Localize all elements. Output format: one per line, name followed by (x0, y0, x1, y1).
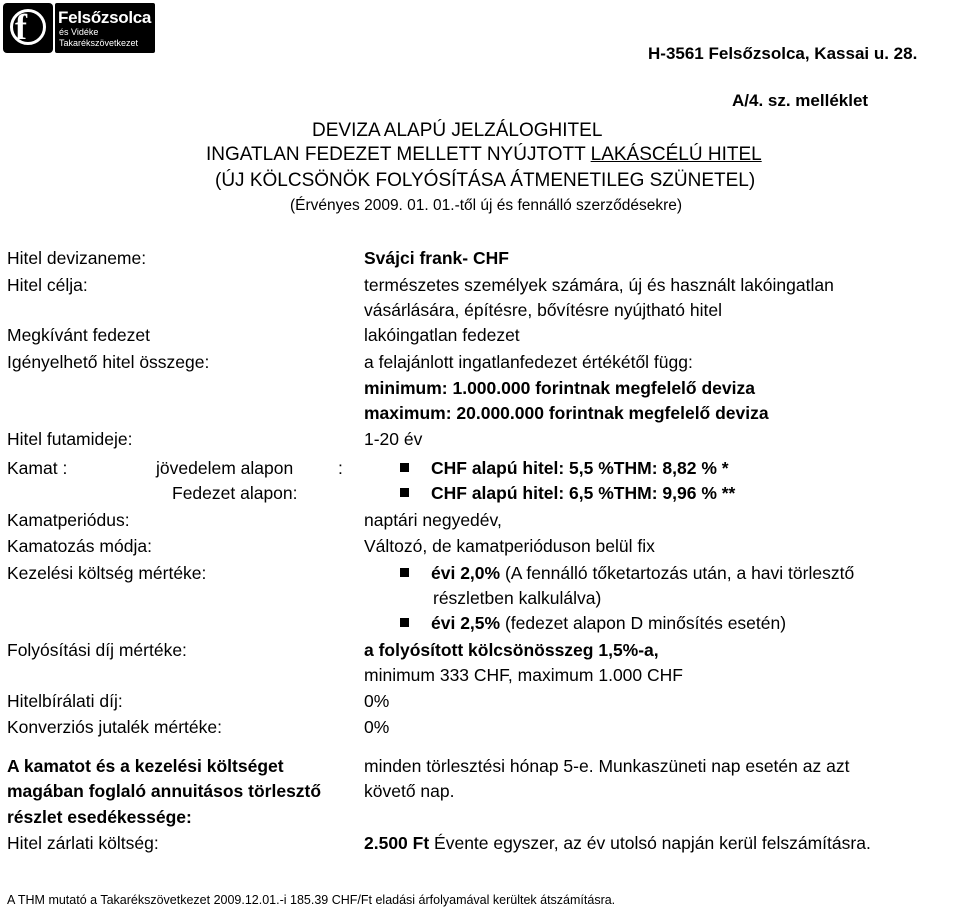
cel-label: Hitel célja: (7, 275, 88, 295)
bullet-icon (400, 568, 409, 577)
esedekesseg-label3: részlet esedékessége: (7, 807, 192, 827)
esedekesseg-label2: magában foglaló annuitásos törlesztő (7, 781, 322, 801)
bullet-icon (400, 463, 409, 472)
appendix-label: A/4. sz. melléklet (732, 91, 869, 110)
kamat-label: Kamat : (7, 458, 68, 478)
osszeg-max: maximum: 20.000.000 forintnak megfelelő deviza (364, 403, 769, 423)
cel-value1: természetes személyek számára, új és használt lakóingatlan (364, 275, 834, 295)
devizanem-value: Svájci frank- CHF (364, 248, 509, 268)
fedezet-label: Megkívánt fedezet (7, 325, 150, 345)
bullet-icon (400, 618, 409, 627)
kezelesi-value1 (400, 561, 854, 585)
esedekesseg-label1: A kamatot és a kezelési költséget (7, 756, 284, 776)
osszeg-min: minimum: 1.000.000 forintnak megfelelő deviza (364, 378, 755, 398)
kamat-colon: : (338, 458, 343, 478)
kamatozas-value: Változó, de kamatperióduson belül fix (364, 536, 655, 556)
zarlati-value-bold: 2.500 Ft (364, 833, 430, 853)
zarlati-value (364, 831, 871, 855)
logo-sub2: Takarékszövetkezet (59, 38, 139, 48)
bank-logo (3, 3, 155, 53)
title-line2-b: LAKÁSCÉLÚ HITEL (590, 144, 762, 165)
title-line3: (ÚJ KÖLCSÖNÖK FOLYÓSÍTÁSA ÁTMENETILEG SZÜNETEL) (215, 170, 756, 191)
logo-sub1: és Vidéke (59, 27, 99, 37)
zarlati-value-rest: Évente egyszer, az év utolsó napján kerül felszámításra. (429, 833, 871, 853)
konverzios-value: 0% (364, 717, 390, 737)
osszeg-value: a felajánlott ingatlanfedezet értékétől függ: (364, 352, 693, 372)
folyositasi-label: Folyósítási díj mértéke: (7, 640, 187, 660)
kezelesi-label: Kezelési költség mértéke: (7, 563, 207, 583)
kamat-rate2 (400, 481, 735, 505)
esedekesseg-value1: minden törlesztési hónap 5-e. Munkaszüneti nap esetén az azt (364, 756, 850, 776)
esedekesseg-value2: követő nap. (364, 781, 455, 801)
title-line2 (206, 143, 762, 167)
footer-note: A THM mutató a Takarékszövetkezet 2009.12.01.-i 185.39 CHF/Ft eladási árfolyamával kerültek átszámításra. (7, 893, 616, 907)
osszeg-label: Igényelhető hitel összege: (7, 352, 210, 372)
kezelesi-value1-cont: részletben kalkulálva) (433, 588, 602, 608)
logo-name: Felsőzsolca (58, 8, 152, 27)
cel-value2: vásárlására, építésre, bővítésre nyújtható hitel (364, 300, 722, 320)
futamido-label: Hitel futamideje: (7, 429, 133, 449)
hitelbiralati-label: Hitelbírálati díj: (7, 691, 123, 711)
title-line1: DEVIZA ALAPÚ JELZÁLOGHITEL (312, 120, 603, 141)
kezelesi-v1-bold: évi 2,0% (431, 563, 501, 583)
kamatozas-label: Kamatozás módja: (7, 536, 152, 556)
logo-mark-icon: f (3, 3, 53, 53)
kezelesi-v2-rest: (fedezet alapon D minősítés esetén) (500, 613, 787, 633)
validity-note: (Érvényes 2009. 01. 01.-től új és fennálló szerződésekre) (290, 197, 683, 214)
kamatperiodus-value: naptári negyedév, (364, 510, 502, 530)
kamat-rate2-text: CHF alapú hitel: 6,5 %THM: 9,96 % ** (431, 483, 736, 503)
hitelbiralati-value: 0% (364, 691, 390, 711)
folyositasi-value1: a folyósított kölcsönösszeg 1,5%-a, (364, 640, 659, 660)
futamido-value: 1-20 év (364, 429, 423, 449)
kamat-rate1 (400, 456, 729, 480)
kamatperiodus-label: Kamatperiódus: (7, 510, 130, 530)
kamat-sub2: Fedezet alapon: (172, 483, 298, 503)
title-line2-a: INGATLAN FEDEZET MELLETT NYÚJTOTT (206, 144, 591, 165)
kezelesi-v1-rest: (A fennálló tőketartozás után, a havi törlesztő (500, 563, 855, 583)
zarlati-label: Hitel zárlati költség: (7, 833, 159, 853)
kezelesi-value2 (400, 611, 786, 635)
kezelesi-v2-bold: évi 2,5% (431, 613, 501, 633)
fedezet-value: lakóingatlan fedezet (364, 325, 520, 345)
kamat-sub1: jövedelem alapon (156, 458, 294, 478)
konverzios-label: Konverziós jutalék mértéke: (7, 717, 222, 737)
bank-address: H-3561 Felsőzsolca, Kassai u. 28. (648, 44, 918, 63)
logo-text (55, 3, 155, 53)
kamat-rate1-text: CHF alapú hitel: 5,5 %THM: 8,82 % * (431, 458, 729, 478)
bullet-icon (400, 488, 409, 497)
folyositasi-value2: minimum 333 CHF, maximum 1.000 CHF (364, 665, 683, 685)
devizanem-label: Hitel devizaneme: (7, 248, 147, 268)
